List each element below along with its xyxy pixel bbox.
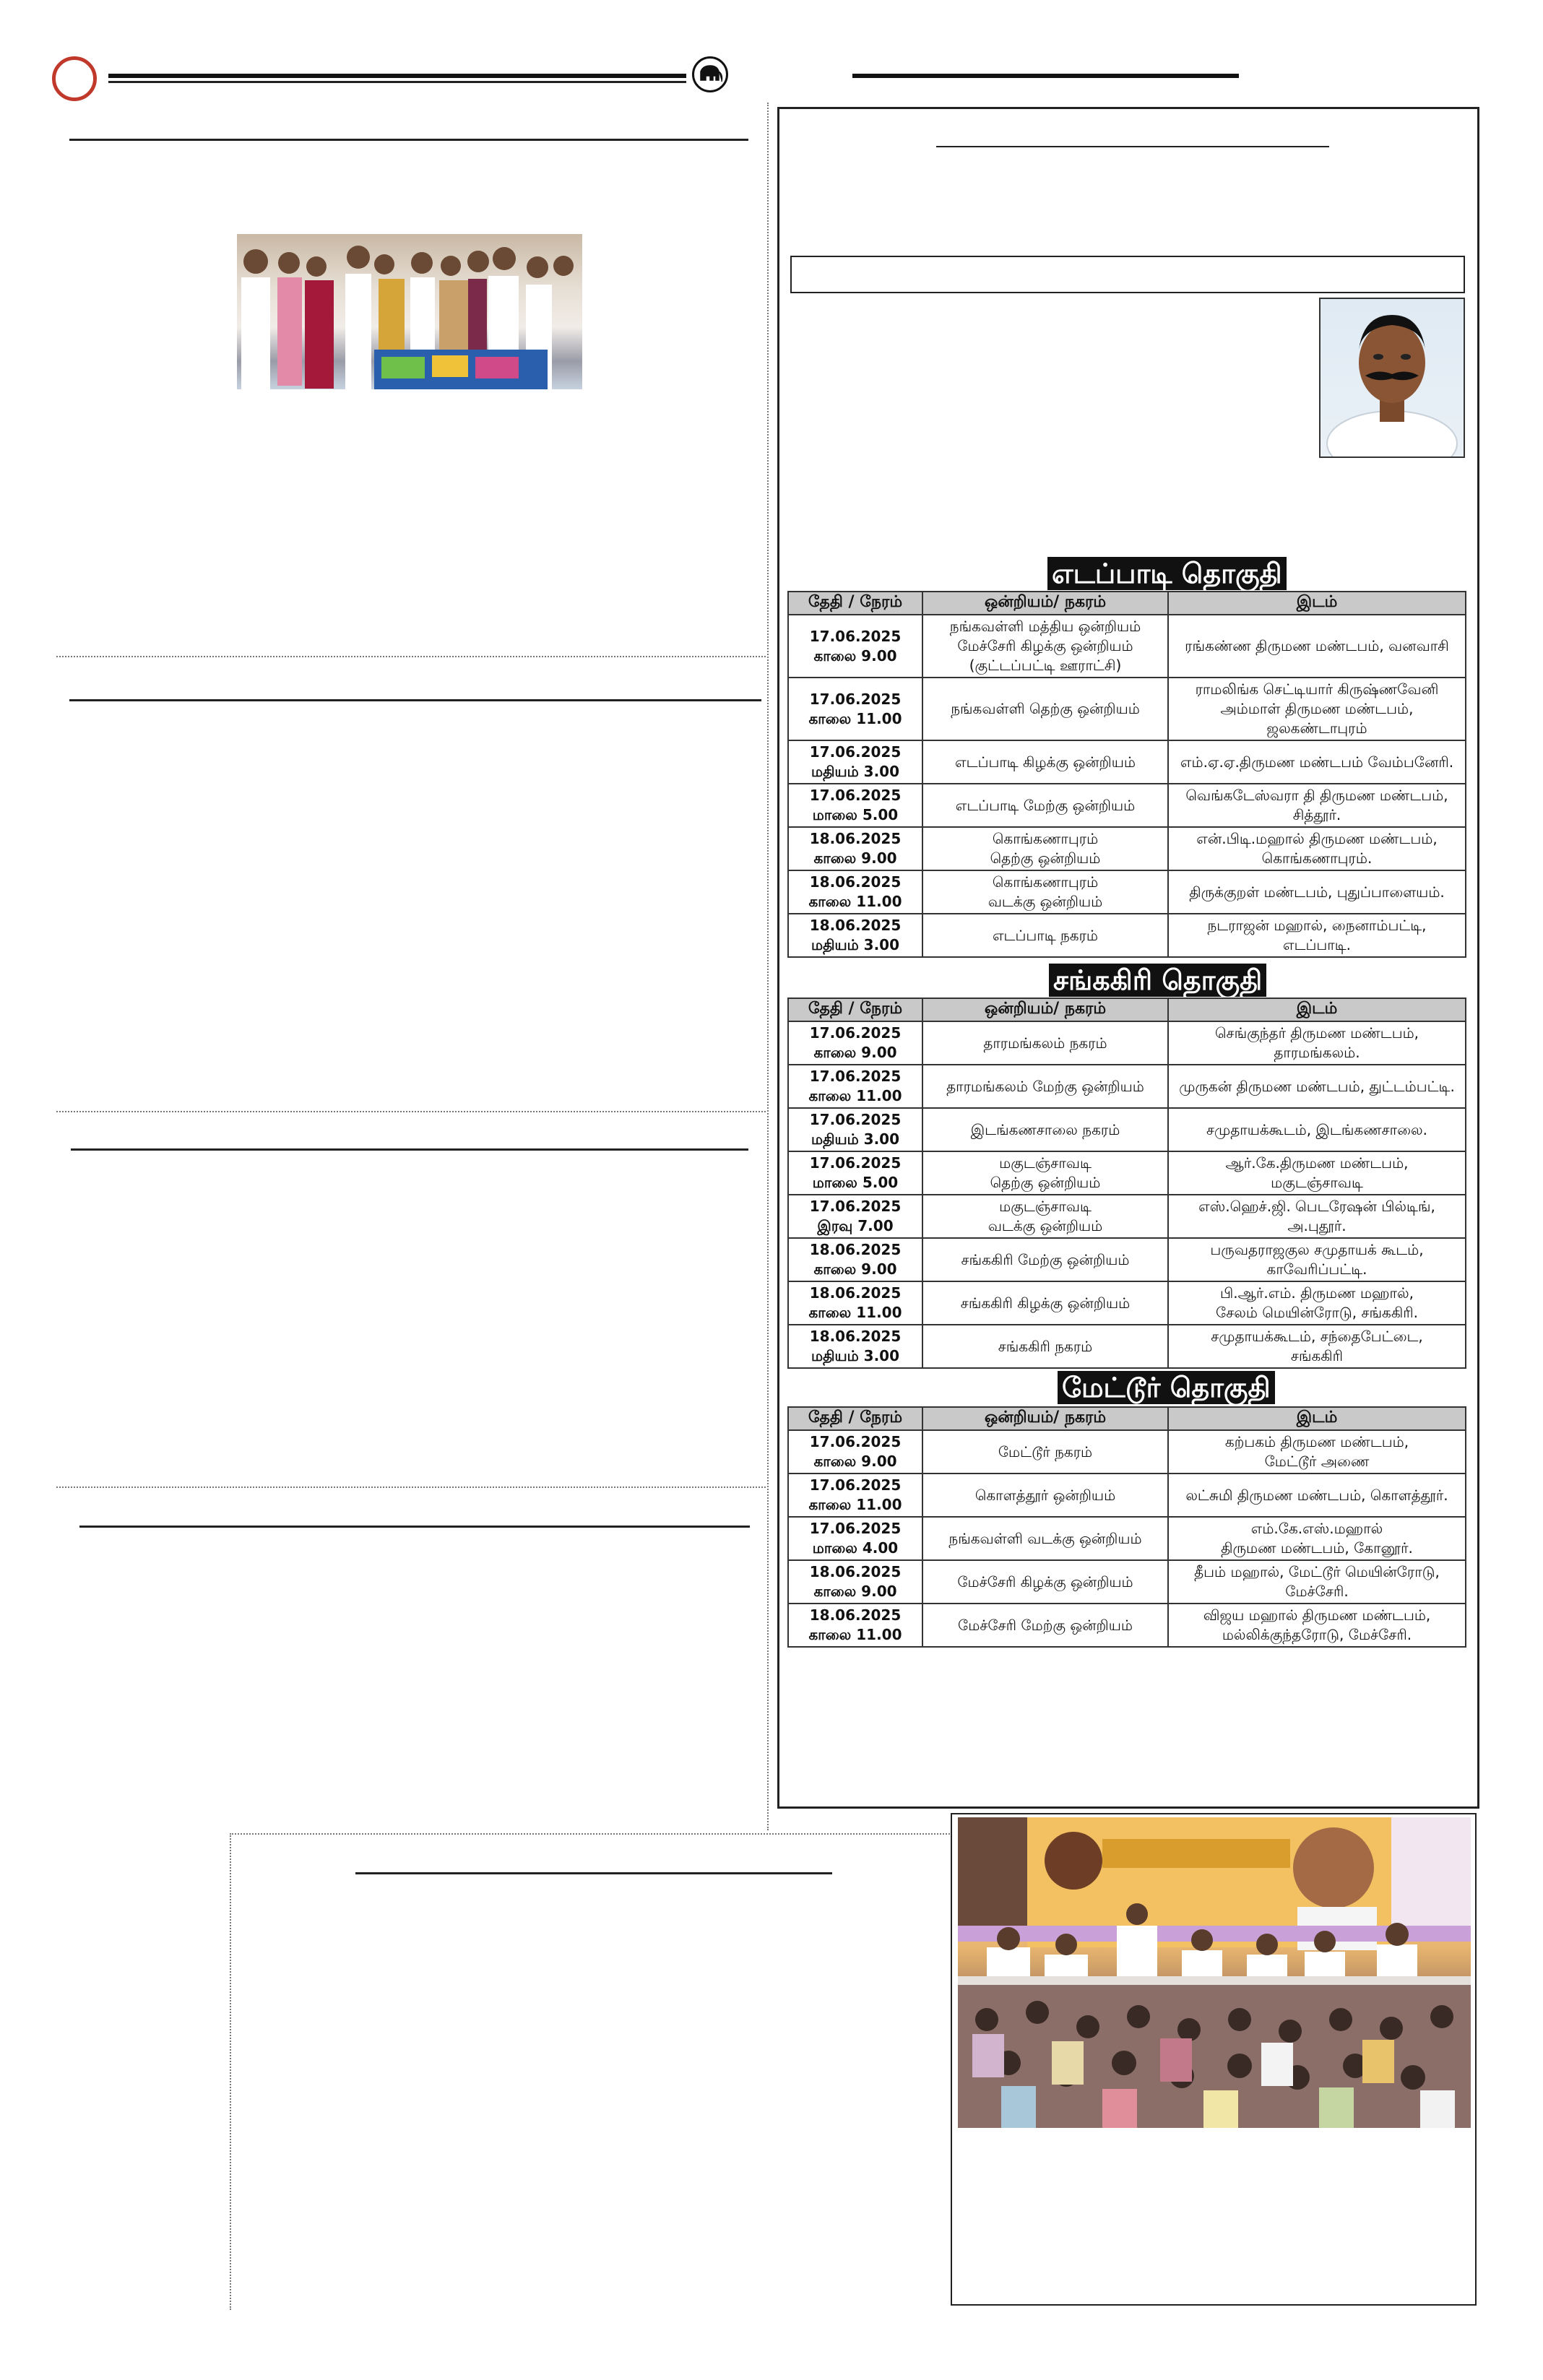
schedule-table-edappadi <box>787 591 1466 958</box>
photo-meeting-stage <box>958 1817 1471 2128</box>
column-header: தேதி / நேரம் <box>788 1407 922 1430</box>
date-cell: 18.06.2025 காலை 11.00 <box>788 870 922 914</box>
union-cell: எடப்பாடி நகரம் <box>922 914 1168 957</box>
venue-cell: கற்பகம் திருமண மண்டபம், மேட்டூர் அணை <box>1168 1430 1466 1474</box>
venue-cell: வெங்கடேஸ்வரா தி திருமண மண்டபம், சித்தூர். <box>1168 784 1466 827</box>
venue-cell: எஸ்.ஹெச்.ஜி. பெடரேஷன் பில்டிங், அ.புதூர். <box>1168 1195 1466 1238</box>
venue-cell: செங்குந்தர் திருமண மண்டபம், தாரமங்கலம். <box>1168 1021 1466 1065</box>
masthead-rule-left-thin <box>108 81 686 83</box>
date-cell: 18.06.2025 காலை 9.00 <box>788 1560 922 1604</box>
venue-cell: லட்சுமி திருமண மண்டபம், கொளத்தூர். <box>1168 1474 1466 1517</box>
column-divider-dotted-1 <box>56 656 766 657</box>
venue-cell: எம்.ஏ.ஏ.திருமண மண்டபம் வேம்பனேரி. <box>1168 740 1466 784</box>
column-header: இடம் <box>1168 592 1466 615</box>
venue-cell: விஜய மஹால் திருமண மண்டபம், மல்லிக்குந்தரோடு, மேச்சேரி. <box>1168 1604 1466 1647</box>
venue-cell: தீபம் மஹால், மேட்டூர் மெயின்ரோடு, மேச்சேரி. <box>1168 1560 1466 1604</box>
column-header: ஒன்றியம்/ நகரம் <box>922 592 1168 615</box>
column-header: தேதி / நேரம் <box>788 592 922 615</box>
column-header: இடம் <box>1168 998 1466 1021</box>
date-cell: 17.06.2025 மாலை 5.00 <box>788 1151 922 1195</box>
date-cell: 18.06.2025 காலை 9.00 <box>788 827 922 870</box>
date-cell: 17.06.2025 காலை 9.00 <box>788 1430 922 1474</box>
union-cell: நங்கவள்ளி தெற்கு ஒன்றியம் <box>922 678 1168 740</box>
union-cell: தாரமங்கலம் நகரம் <box>922 1021 1168 1065</box>
union-cell: சங்ககிரி கிழக்கு ஒன்றியம் <box>922 1281 1168 1325</box>
union-cell: தாரமங்கலம் மேற்கு ஒன்றியம் <box>922 1065 1168 1108</box>
venue-cell: ரங்கண்ண திருமண மண்டபம், வனவாசி <box>1168 615 1466 678</box>
date-cell: 18.06.2025 காலை 11.00 <box>788 1604 922 1647</box>
article-rule-1 <box>69 139 748 141</box>
union-cell: மேச்சேரி மேற்கு ஒன்றியம் <box>922 1604 1168 1647</box>
article-rule-2 <box>69 699 761 701</box>
table-row <box>788 1560 1466 1604</box>
table-row <box>788 1238 1466 1281</box>
column-divider-dotted-3 <box>56 1487 766 1488</box>
table-row <box>788 914 1466 957</box>
union-cell: மகுடஞ்சாவடி வடக்கு ஒன்றியம் <box>922 1195 1168 1238</box>
article-rule-3 <box>71 1148 748 1151</box>
union-cell: கொங்கணாபுரம் வடக்கு ஒன்றியம் <box>922 870 1168 914</box>
union-cell: மேட்டூர் நகரம் <box>922 1430 1168 1474</box>
masthead-rule-left <box>108 74 686 78</box>
venue-cell: எம்.கே.எஸ்.மஹால் திருமண மண்டபம், கோனூர். <box>1168 1517 1466 1560</box>
table-row <box>788 1151 1466 1195</box>
column-divider-vertical <box>767 103 769 1830</box>
date-cell: 17.06.2025 காலை 11.00 <box>788 678 922 740</box>
table-row <box>788 1021 1466 1065</box>
table-row <box>788 1065 1466 1108</box>
date-cell: 17.06.2025 மதியம் 3.00 <box>788 1108 922 1151</box>
table-header-row <box>788 1407 1466 1430</box>
venue-cell: நடராஜன் மஹால், நைனாம்பட்டி, எடப்பாடி. <box>1168 914 1466 957</box>
table-row <box>788 870 1466 914</box>
section-title-sankagiri: சங்ககிரி தொகுதி <box>1049 964 1266 997</box>
bottom-article-top <box>230 1833 952 1835</box>
union-cell: எடப்பாடி கிழக்கு ஒன்றியம் <box>922 740 1168 784</box>
venue-cell: சமுதாயக்கூடம், சந்தைபேட்டை, சங்ககிரி <box>1168 1325 1466 1368</box>
table-row <box>788 1325 1466 1368</box>
table-row <box>788 784 1466 827</box>
date-cell: 17.06.2025 காலை 9.00 <box>788 1021 922 1065</box>
article-rule-5 <box>355 1872 832 1874</box>
venue-cell: முருகன் திருமண மண்டபம், துட்டம்பட்டி. <box>1168 1065 1466 1108</box>
photo-relief-distribution <box>237 234 582 389</box>
date-cell: 18.06.2025 காலை 9.00 <box>788 1238 922 1281</box>
column-header: ஒன்றியம்/ நகரம் <box>922 998 1168 1021</box>
table-header-row <box>788 998 1466 1021</box>
date-cell: 18.06.2025 காலை 11.00 <box>788 1281 922 1325</box>
article-rule-4 <box>79 1526 750 1528</box>
venue-cell: ஆர்.கே.திருமண மண்டபம், மகுடஞ்சாவடி <box>1168 1151 1466 1195</box>
table-row <box>788 1281 1466 1325</box>
schedule-table-sankagiri <box>787 998 1466 1369</box>
union-cell: மேச்சேரி கிழக்கு ஒன்றியம் <box>922 1560 1168 1604</box>
date-cell: 17.06.2025 காலை 9.00 <box>788 615 922 678</box>
table-row <box>788 1430 1466 1474</box>
section-title-mettur: மேட்டூர் தொகுதி <box>1058 1371 1275 1404</box>
union-cell: இடங்கணசாலை நகரம் <box>922 1108 1168 1151</box>
union-cell: கொங்கணாபுரம் தெற்கு ஒன்றியம் <box>922 827 1168 870</box>
table-row <box>788 1517 1466 1560</box>
table-row <box>788 615 1466 678</box>
union-cell: எடப்பாடி மேற்கு ஒன்றியம் <box>922 784 1168 827</box>
schedule-headline-rule <box>936 146 1329 147</box>
date-cell: 18.06.2025 மதியம் 3.00 <box>788 1325 922 1368</box>
column-header: இடம் <box>1168 1407 1466 1430</box>
venue-cell: ராமலிங்க செட்டியார் கிருஷ்ணவேனி அம்மாள் திருமண மண்டபம், ஜலகண்டாபுரம் <box>1168 678 1466 740</box>
date-cell: 17.06.2025 காலை 11.00 <box>788 1065 922 1108</box>
venue-cell: சமுதாயக்கூடம், இடங்கணசாலை. <box>1168 1108 1466 1151</box>
union-cell: நங்கவள்ளி மத்திய ஒன்றியம் மேச்சேரி கிழக்கு ஒன்றியம் (குட்டப்பட்டி ஊராட்சி) <box>922 615 1168 678</box>
table-row <box>788 1604 1466 1647</box>
elephant-emblem-icon <box>692 56 728 92</box>
date-cell: 17.06.2025 மதியம் 3.00 <box>788 740 922 784</box>
table-header-row <box>788 592 1466 615</box>
column-header: தேதி / நேரம் <box>788 998 922 1021</box>
date-cell: 17.06.2025 மாலை 5.00 <box>788 784 922 827</box>
bottom-article-left <box>230 1833 231 2310</box>
union-cell: கொளத்தூர் ஒன்றியம் <box>922 1474 1168 1517</box>
column-header: ஒன்றியம்/ நகரம் <box>922 1407 1168 1430</box>
venue-cell: பருவதராஜகுல சமுதாயக் கூடம், காவேரிப்பட்டி. <box>1168 1238 1466 1281</box>
table-row <box>788 740 1466 784</box>
section-title-edappadi: எடப்பாடி தொகுதி <box>1047 557 1287 590</box>
date-cell: 17.06.2025 மாலை 4.00 <box>788 1517 922 1560</box>
date-cell: 17.06.2025 இரவு 7.00 <box>788 1195 922 1238</box>
union-cell: நங்கவள்ளி வடக்கு ஒன்றியம் <box>922 1517 1168 1560</box>
schedule-banner-box <box>790 256 1465 293</box>
date-cell: 18.06.2025 மதியம் 3.00 <box>788 914 922 957</box>
portrait-photo <box>1319 298 1465 458</box>
date-cell: 17.06.2025 காலை 11.00 <box>788 1474 922 1517</box>
venue-cell: என்.பிடி.மஹால் திருமண மண்டபம், கொங்கணாபுரம். <box>1168 827 1466 870</box>
schedule-table-mettur <box>787 1406 1466 1648</box>
table-row <box>788 1474 1466 1517</box>
union-cell: சங்ககிரி நகரம் <box>922 1325 1168 1368</box>
table-row <box>788 827 1466 870</box>
venue-cell: திருக்குறள் மண்டபம், புதுப்பாளையம். <box>1168 870 1466 914</box>
column-divider-dotted-2 <box>56 1111 766 1112</box>
venue-cell: பி.ஆர்.எம். திருமண மஹால், சேலம் மெயின்ரோடு, சங்ககிரி. <box>1168 1281 1466 1325</box>
union-cell: சங்ககிரி மேற்கு ஒன்றியம் <box>922 1238 1168 1281</box>
masthead-rule-right <box>852 74 1239 78</box>
table-row <box>788 1195 1466 1238</box>
circle-logo-icon <box>52 56 97 101</box>
union-cell: மகுடஞ்சாவடி தெற்கு ஒன்றியம் <box>922 1151 1168 1195</box>
table-row <box>788 1108 1466 1151</box>
table-row <box>788 678 1466 740</box>
